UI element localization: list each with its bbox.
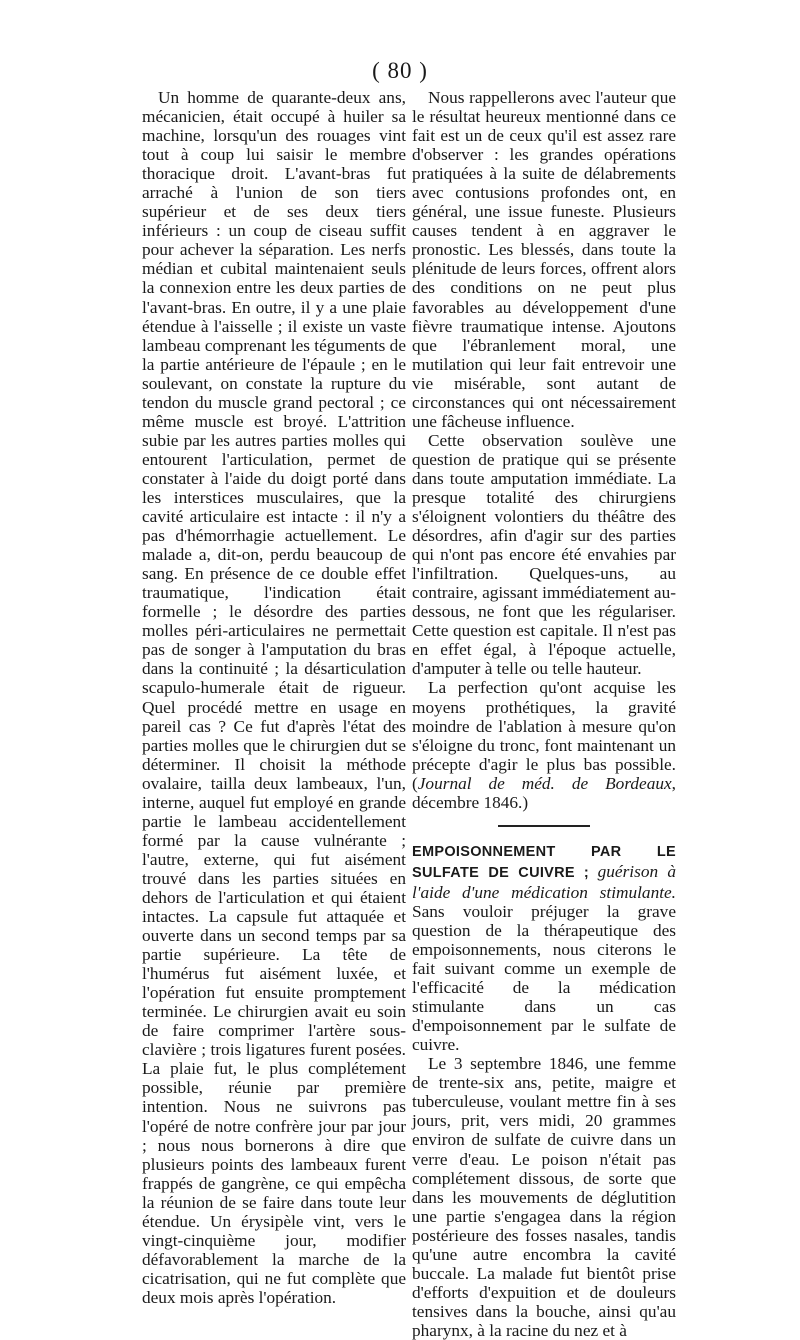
paragraph-text: Sans vouloir préjuger la grave question de la thérapeutique des empoisonnements, nous citerons le fait suivant comme un exemple de l'efficacité de la médication stimulante dans un cas d'empoisonnement par le sulfate de cuivre. bbox=[412, 901, 676, 1055]
page-number: ( 80 ) bbox=[372, 58, 428, 83]
paragraph: Cette observation soulève une question de pratique qui se présente dans toute amputation immédiate. La presque totalité des chirurgiens s'éloignent volontiers du théâtre des désordres, afin d'agir sur des parties qui n'ont pas encore été envahies par l'infiltration. Quelques-uns, au contraire, agissant immédiatement au-dessous, ne font que les régulariser. Cette question est capitale. Il n'est pas en effet égal, à l'époque actuelle, d'amputer à telle ou telle hauteur. bbox=[412, 430, 676, 679]
article-subtitle: guérison à l'aide d'une médication stimulante. bbox=[412, 861, 676, 902]
article-heading-paragraph bbox=[412, 841, 676, 1055]
paragraph: Un homme de quarante-deux ans, mécanicien, était occupé à huiler sa machine, lorsqu'un des rouages vint tout à coup lui saisir le membre thoracique droit. L'avant-bras fut arraché à l'union de son tiers supérieur et de ses deux tiers inférieurs : un coup de ciseau suffit pour achever la séparation. Les nerfs médian et cubital maintenaient seuls la connexion entre les deux parties de l'avant-bras. En outre, il y a une plaie étendue à l'aisselle ; il existe un vaste lambeau comprenant les téguments de la partie antérieure de l'épaule ; en le soulevant, on constate la rupture du tendon du muscle grand pectoral ; ce même muscle est broyé. L'attrition subie par les autres parties molles qui entourent l'articulation, permet de constater à l'aide du doigt porté dans les interstices musculaires, que la cavité articulaire est intacte : il n'y a pas d'hémorrhagie actuellement. Le malade a, dit-on, perdu beaucoup de sang. En présence de ce double effet traumatique, l'indication était formelle ; le désordre des parties molles péri-articulaires ne permettait pas de songer à l'amputation du bras dans la continuité ; la désarticulation scapulo-humerale était de rigueur. Quel procédé mettre en usage en pareil cas ? Ce fut d'après l'état des parties molles que le chirurgien dut se déterminer. Il choisit la méthode ovalaire, tailla deux lambeaux, l'un, interne, auquel fut employé en grande partie le lambeau accidentellement formé par la cause vulnérante ; l'autre, externe, qui fut aisément trouvé dans les parties situées en dehors de l'articulation et qui étaient intactes. La capsule fut attaquée et ouverte dans un second temps par sa partie supérieure. La tête de l'humérus fut aisément luxée, et l'opération fut ensuite promptement terminée. Le chirurgien avait eu soin de faire comprimer l'artère sous-clavière ; trois ligatures furent posées. La plaie fut, le plus complétement possible, réunie par première intention. Nous ne suivrons pas l'opéré de notre confrère jour par jour ; nous nous bornerons à dire que plusieurs points des lambeaux furent frappés de gangrène, ce qui empêcha la réunion de se faire dans toute leur étendue. Un érysipèle vint, vers le vingt-cinquième jour, modifier défavorablement la marche de la cicatrisation, qui ne fut complète que deux mois après l'opération. bbox=[142, 88, 406, 1307]
paragraph-text: La perfection qu'ont acquise les moyens prothétiques, la gravité moindre de l'ablation à mesure qu'on s'éloigne du tronc, font maintenant un précepte d'agir le plus bas possible. ( bbox=[412, 678, 676, 793]
section-divider bbox=[498, 825, 590, 827]
left-column bbox=[142, 88, 406, 1307]
paragraph bbox=[412, 678, 676, 811]
article-heading: EMPOISONNEMENT PAR LE SULFATE DE CUIVRE bbox=[412, 843, 676, 881]
heading-separator: ; bbox=[574, 864, 598, 881]
paragraph: Le 3 septembre 1846, une femme de trente-six ans, petite, maigre et tuberculeuse, voulant mettre fin à ses jours, prit, vers midi, 20 grammes environ de sulfate de cuivre dans un verre d'eau. Le poison n'était pas complétement dissous, de sorte que dans les mouvements de déglutition une partie s'engagea dans la région postérieure des fosses nasales, tandis qu'une autre encombra la cavité buccale. La malade fut bientôt prise d'efforts d'expuition et de douleurs tensives dans la bouche, ainsi qu'au pharynx, à la racine du nez et à bbox=[412, 1054, 676, 1340]
right-column bbox=[412, 88, 676, 1340]
citation-date: , décembre 1846.) bbox=[412, 773, 676, 812]
paragraph: Nous rappellerons avec l'auteur que le résultat heureux mentionné dans ce fait est un de ceux qu'il est assez rare d'observer : les grandes opérations pratiquées à la suite de délabrements avec contusions profondes ont, en général, une issue funeste. Plusieurs causes tendent à en aggraver le pronostic. Les blessés, dans toute la plénitude de leurs forces, offrent alors des conditions on ne peut plus favorables au développement d'une fièvre traumatique intense. Ajoutons que l'ébranlement moral, une mutilation qui leur fait entrevoir une vie misérable, sont autant de circonstances qui ont nécessairement une fâcheuse influence. bbox=[412, 88, 676, 431]
journal-citation: Journal de méd. de Bordeaux bbox=[417, 773, 672, 793]
